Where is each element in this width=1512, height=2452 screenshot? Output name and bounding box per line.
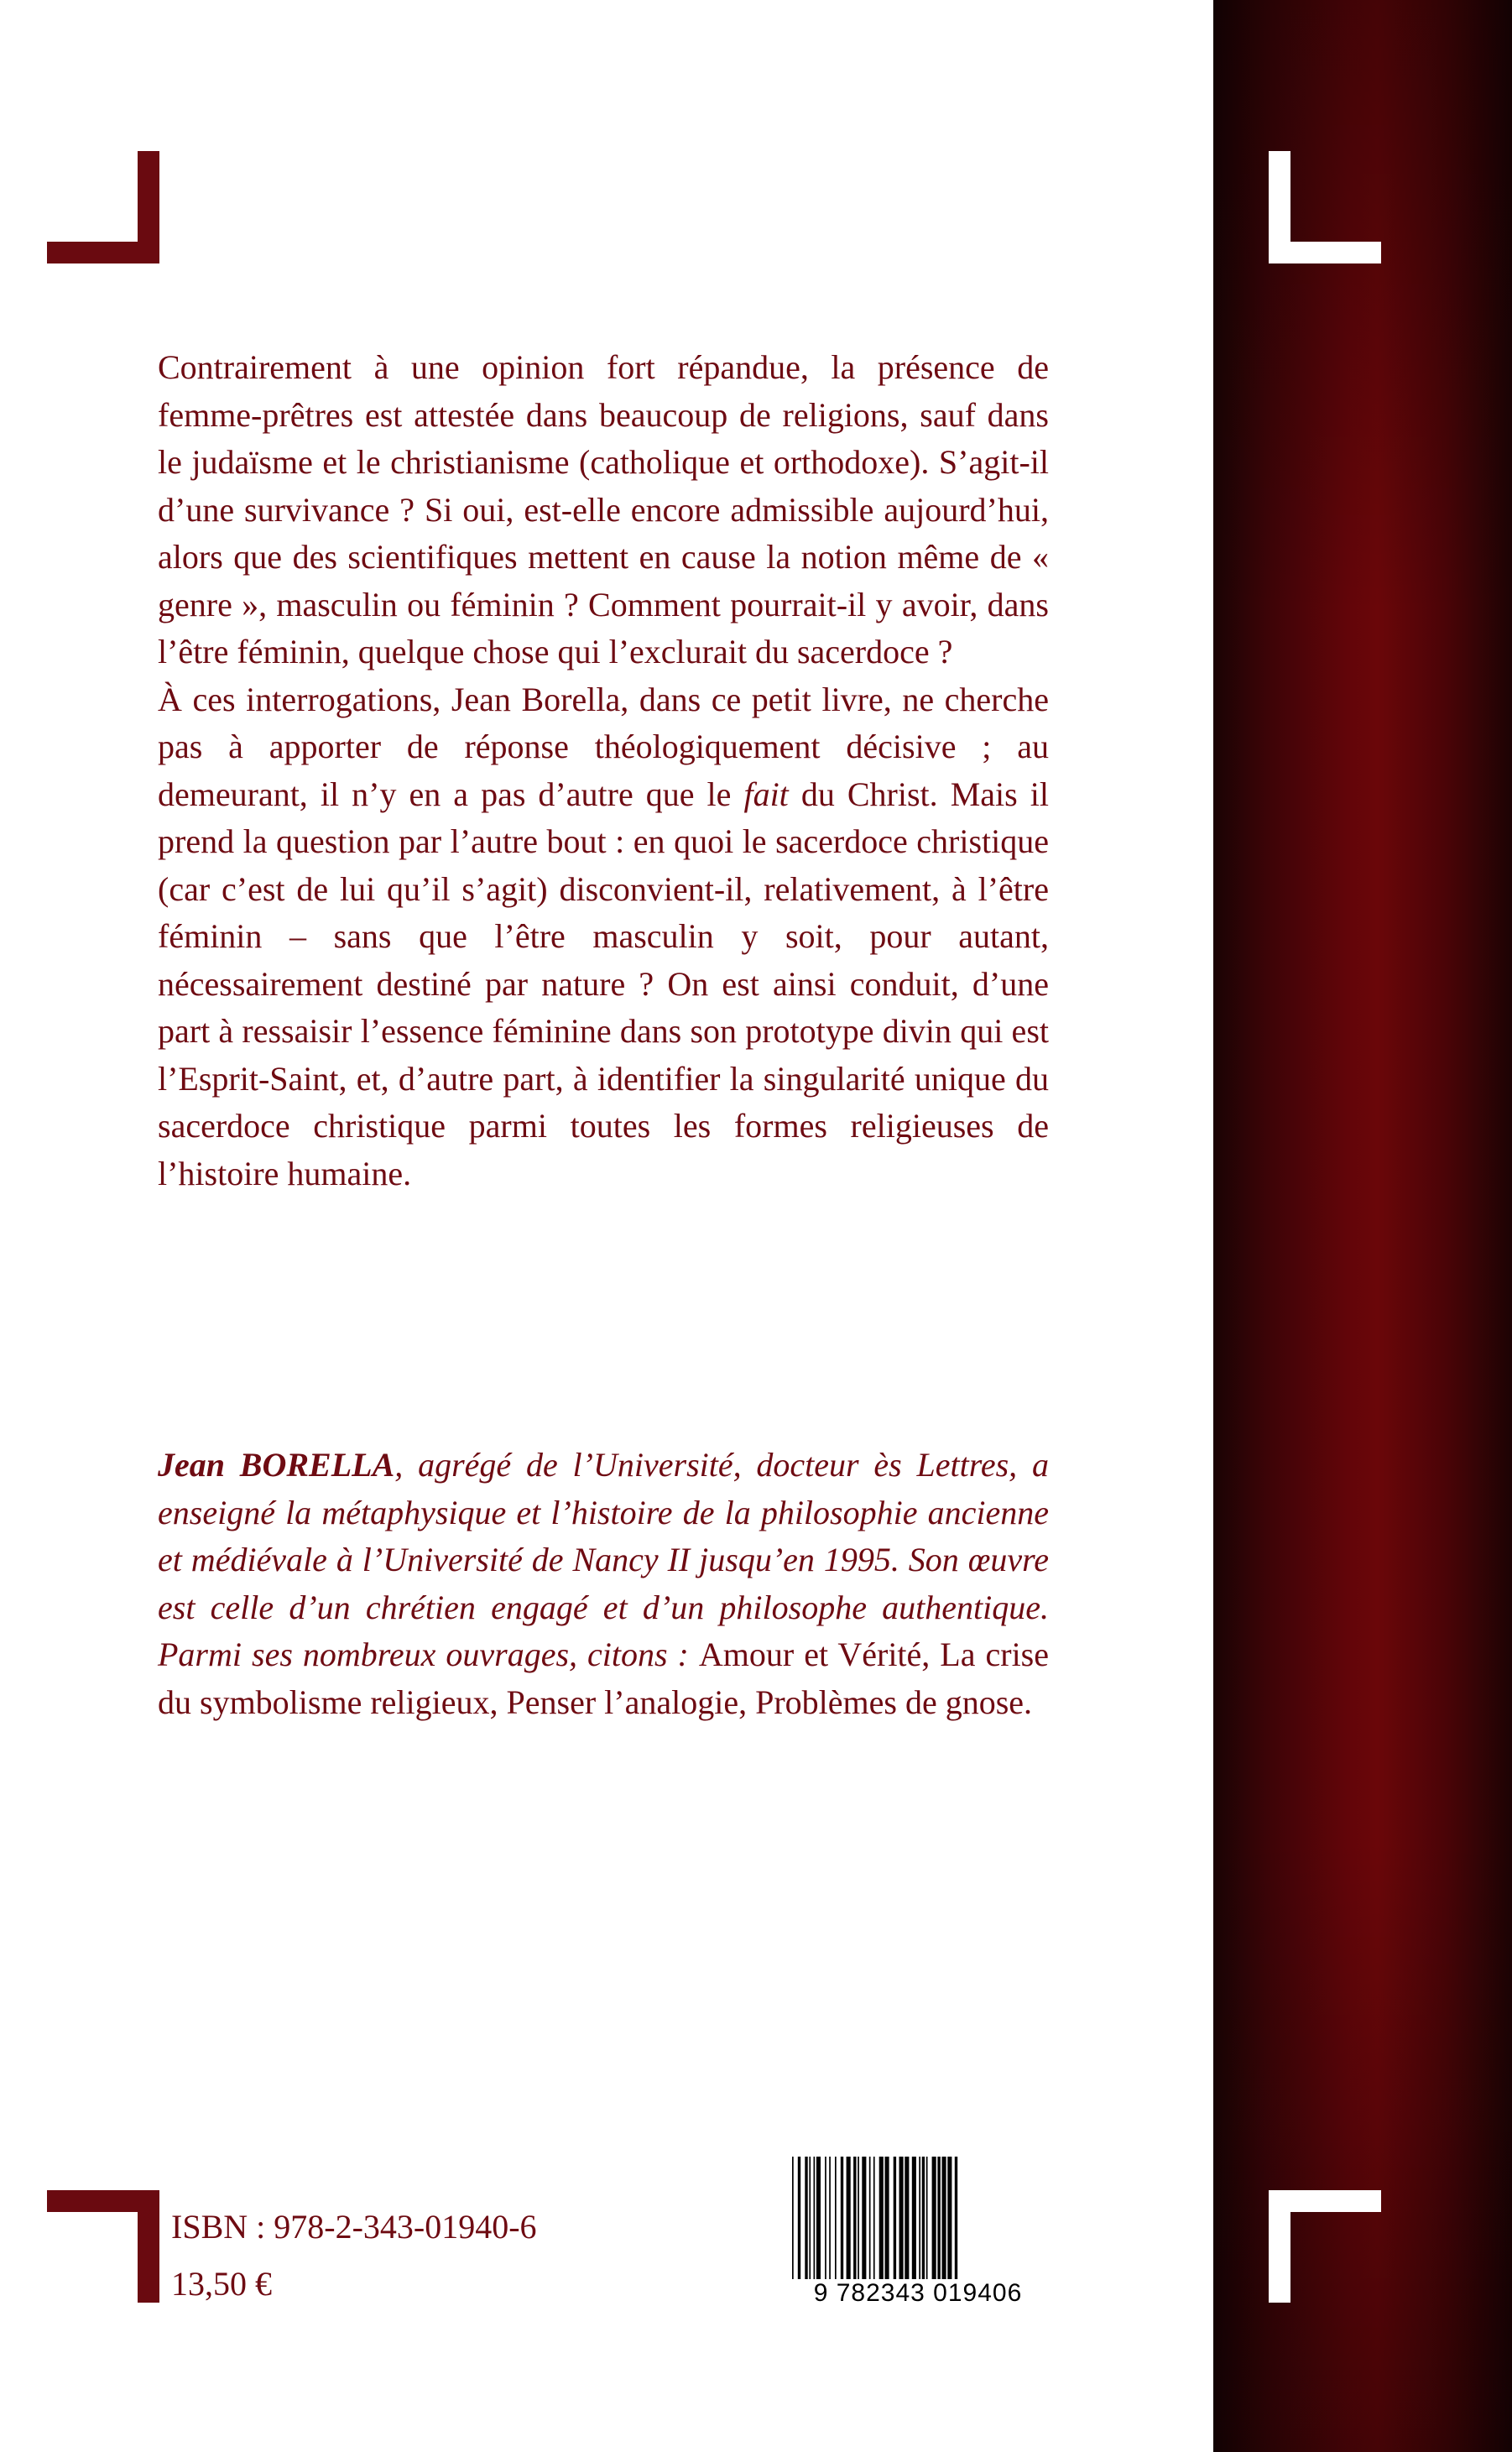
barcode-bar <box>905 2157 909 2282</box>
barcode-bar <box>879 2157 884 2282</box>
author-bio <box>158 1442 1049 1726</box>
corner-bracket-top-left <box>47 151 159 263</box>
barcode-bar <box>835 2157 837 2282</box>
barcode-bar <box>798 2157 800 2282</box>
barcode-bar <box>814 2157 816 2282</box>
barcode-bar <box>885 2157 889 2282</box>
author-works: Amour et Vérité, La crise du symbolisme religieux, Penser l’analogie, Problèmes de gnose. <box>158 1636 1049 1721</box>
barcode-bar <box>899 2157 904 2282</box>
description-paragraph-1: Contrairement à une opinion fort répandue, la présence de femme-prêtres est attestée dans beaucoup de religions, sauf dans le judaïsme et le christianisme (catholique et orthodoxe). S’agit-il d’une survivance ? Si oui, est-elle encore admissible aujourd’hui, alors que des scientifiques mettent en cause la notion même de « genre », masculin ou féminin ? Comment pourrait-il y avoir, dans l’être féminin, quelque chose qui l’exclurait du sacerdoce ? <box>158 348 1049 670</box>
barcode-bar <box>825 2157 826 2282</box>
barcode-bar <box>805 2157 807 2282</box>
isbn: ISBN : 978-2-343-01940-6 <box>171 2208 537 2246</box>
barcode-bar <box>841 2157 843 2282</box>
author-name: Jean BORELLA <box>158 1446 395 1484</box>
barcode-bar <box>847 2157 851 2282</box>
barcode-bar <box>932 2157 936 2282</box>
barcode-digits: 9 782343 019406 <box>787 2279 1049 2308</box>
barcode-bar <box>873 2157 875 2282</box>
barcode-bar <box>829 2157 831 2282</box>
barcode-bar <box>853 2157 856 2282</box>
barcode-bar <box>922 2157 925 2282</box>
barcode-bar <box>947 2157 952 2282</box>
barcode <box>787 2157 1049 2308</box>
corner-bracket-top-right <box>1269 151 1381 263</box>
description-paragraph-2: À ces interrogations, Jean Borella, dans ce petit livre, ne cherche pas à apporter de réponse théologiquement décisive ; au demeurant, il n’y en a pas d’autre que le fait du Christ. Mais il prend la question par l’autre bout : en quoi le sacerdoce christique (car c’est de lui qu’il s’agit) disconvient-il, relativement, à l’être féminin – sans que l’être masculin y soit, pour autant, nécessairement destiné par nature ? On est ainsi conduit, d’une part à ressaisir l’essence féminine dans son prototype divin qui est l’Esprit-Saint, et, d’autre part, à identifier la singularité unique du sacerdoce christique parmi toutes les formes religieuses de l’histoire humaine. <box>158 680 1049 1192</box>
barcode-bar <box>869 2157 871 2282</box>
barcode-bar <box>894 2157 896 2282</box>
barcode-bar <box>919 2157 920 2282</box>
corner-bracket-bottom-left <box>47 2190 159 2303</box>
barcode-bar <box>858 2157 859 2282</box>
barcode-bar <box>926 2157 928 2282</box>
barcode-bar <box>862 2157 866 2282</box>
barcode-bar <box>816 2157 821 2282</box>
barcode-bar <box>937 2157 940 2282</box>
price: 13,50 € <box>171 2265 272 2303</box>
barcode-bar <box>792 2157 794 2282</box>
barcode-bar <box>809 2157 811 2282</box>
dark-red-band <box>1213 0 1512 2452</box>
barcode-bar <box>942 2157 946 2282</box>
book-description <box>158 344 1049 1197</box>
corner-bracket-bottom-right <box>1269 2190 1381 2303</box>
barcode-bar <box>912 2157 916 2282</box>
barcode-bars <box>787 2157 1049 2282</box>
author-bio-paragraph: Jean BORELLA, agrégé de l’Université, docteur ès Lettres, a enseigné la métaphysique et l’histoire de la philosophie ancienne et médiévale à l’Université de Nancy II jusqu’en 1995. Son œuvre est celle d’un chrétien engagé et d’un philosophe authentique. Parmi ses nombreux ouvrages, citons : Amour et Vérité, La crise du symbolisme religieux, Penser l’analogie, Problèmes de gnose. <box>158 1446 1049 1721</box>
barcode-bar <box>955 2157 957 2282</box>
